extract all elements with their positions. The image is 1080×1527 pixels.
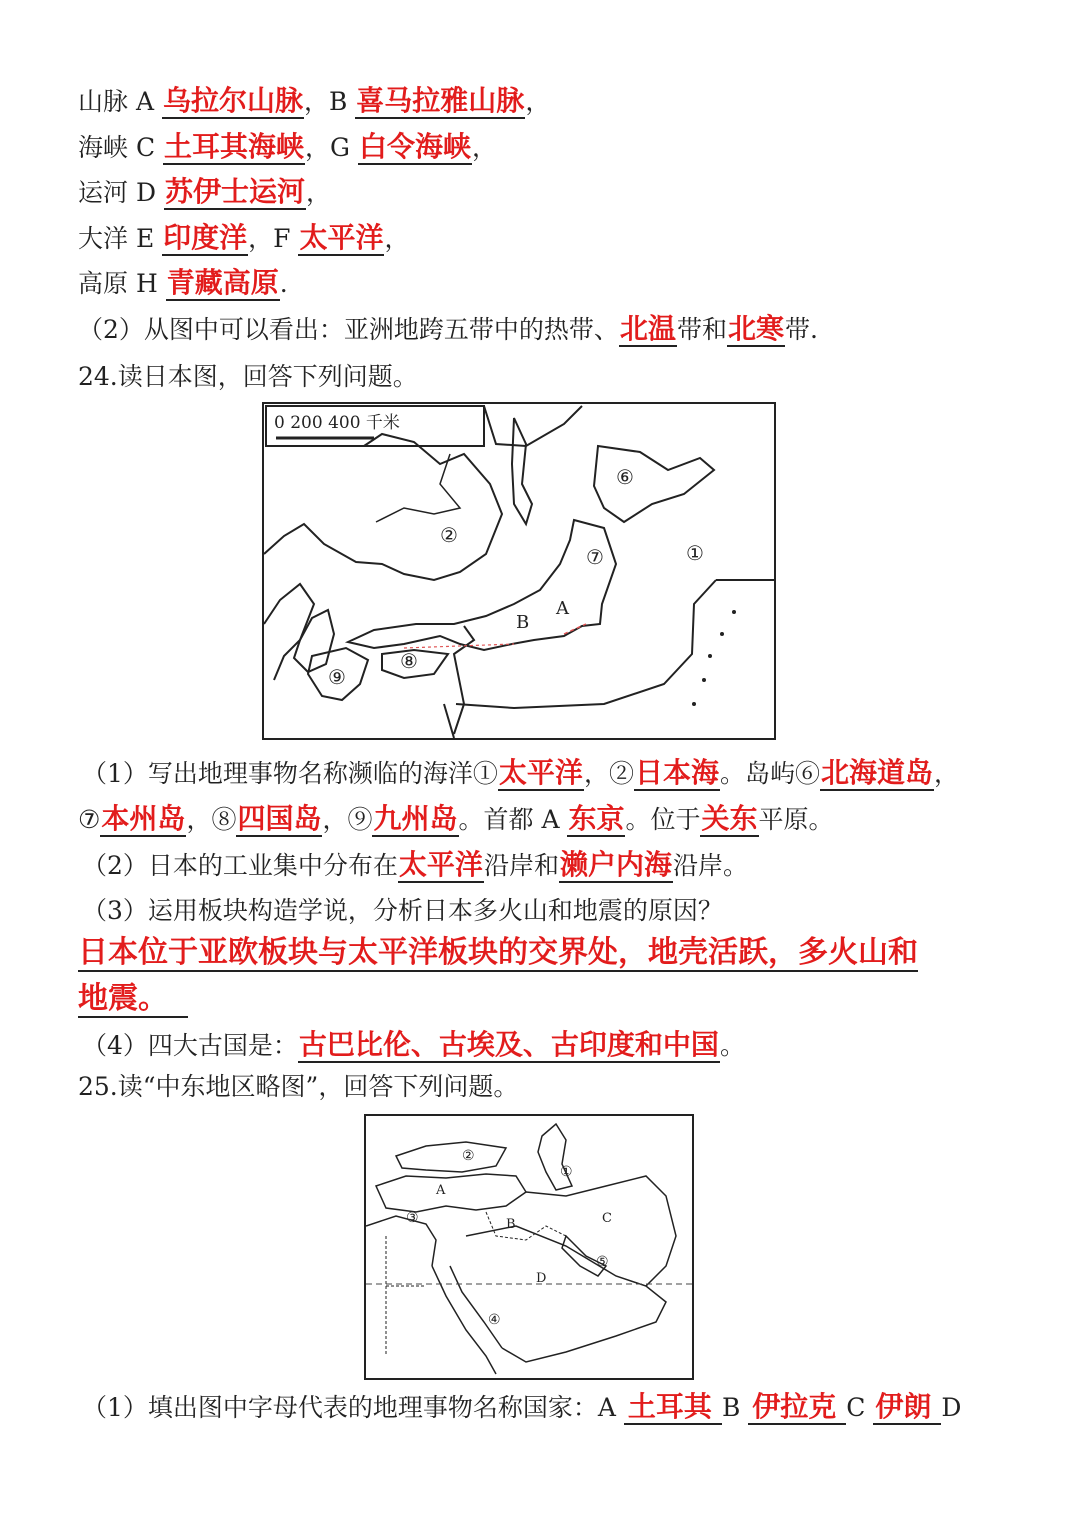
- me-label-3: ③: [406, 1210, 419, 1226]
- line-plateau: 高原 H 青藏高原.: [78, 266, 288, 299]
- me-label-4: ④: [488, 1312, 501, 1328]
- japan-map: [262, 402, 776, 740]
- me-label-1: ①: [560, 1164, 573, 1180]
- line-mountains: 山脉 A 乌拉尔山脉，B 喜马拉雅山脉，: [78, 84, 551, 117]
- scale-label: 0 200 400 千米: [274, 413, 400, 433]
- border-line: [376, 454, 460, 522]
- line-canal: 运河 D 苏伊士运河，: [78, 175, 331, 208]
- answer-bering-strait: 白令海峡: [358, 130, 471, 163]
- q24-p2: （2）日本的工业集中分布在太平洋沿岸和濑户内海沿岸。: [82, 848, 748, 881]
- answer-ocean-1: 太平洋: [498, 756, 583, 789]
- q24-p1: （1）写出地理事物名称濒临的海洋①太平洋，②日本海。岛屿⑥北海道岛，: [82, 756, 960, 789]
- answer-island-7: 本州岛: [101, 802, 186, 835]
- answer-tibet-plateau: 青藏高原: [166, 266, 279, 299]
- answer-indian-ocean: 印度洋: [163, 221, 248, 254]
- me-label-D: D: [536, 1271, 547, 1286]
- answer-ural: 乌拉尔山脉: [162, 84, 303, 117]
- q24-title: 24.读日本图，回答下列问题。: [78, 362, 418, 391]
- hokkaido-island: [594, 446, 714, 522]
- answer-north-frigid: 北寒: [727, 312, 784, 345]
- answer-turkish-strait: 土耳其海峡: [164, 130, 305, 163]
- honshu-island: [348, 520, 616, 650]
- q24-p1b: ⑦本州岛，⑧四国岛，⑨九州岛。首都 A 东京。位于关东平原。: [78, 802, 834, 835]
- label-7: ⑦: [586, 545, 604, 569]
- label-A: A: [556, 598, 569, 619]
- q25-p1: （1）填出图中字母代表的地理事物名称国家：A 土耳其 B 伊拉克 C 伊朗 D: [82, 1390, 962, 1423]
- answer-island-8: 四国岛: [237, 802, 322, 835]
- line-straits: 海峡 C 土耳其海峡，G 白令海峡，: [78, 130, 497, 163]
- label-8: ⑧: [400, 649, 418, 673]
- me-label-2: ②: [462, 1148, 475, 1164]
- answer-island-6: 北海道岛: [820, 756, 933, 789]
- middle-east-map-drawing: [366, 1116, 692, 1378]
- answer-country-B: 伊拉克: [748, 1390, 846, 1425]
- answer-pacific-ocean: 太平洋: [299, 221, 384, 254]
- answer-capital: 东京: [568, 802, 625, 835]
- label-6: ⑥: [616, 465, 634, 489]
- me-label-C: C: [602, 1211, 612, 1226]
- sakhalin-island: [512, 418, 532, 524]
- q24-p3-question: （3）运用板块构造学说，分析日本多火山和地震的原因？: [82, 896, 723, 925]
- korea-peninsula: [294, 610, 334, 672]
- q25-title: 25.读“中东地区略图”，回答下列问题。: [78, 1072, 519, 1101]
- japan-map-drawing: [264, 404, 774, 738]
- q24-p3-answer-2: 地震。: [78, 976, 188, 1022]
- line-climate-zones: （2）从图中可以看出：亚洲地跨五带中的热带、北温带和北寒带.: [78, 312, 818, 345]
- answer-industry-1: 太平洋: [398, 848, 483, 881]
- label-2: ②: [440, 523, 458, 547]
- label-9: ⑨: [328, 665, 346, 689]
- me-label-B: B: [506, 1217, 516, 1232]
- ocean-boundary: [454, 580, 716, 734]
- q24-p3-answer-1: 日本位于亚欧板块与太平洋板块的交界处，地壳活跃，多火山和: [78, 935, 918, 970]
- me-label-5: ⑤: [596, 1254, 609, 1270]
- answer-himalaya: 喜马拉雅山脉: [356, 84, 525, 117]
- answer-ocean-2: 日本海: [634, 756, 719, 789]
- answer-suez: 苏伊士运河: [164, 175, 305, 208]
- answer-country-C: 伊朗: [873, 1390, 941, 1425]
- q24-p4: （4）四大古国是：古巴比伦、古埃及、古印度和中国。: [82, 1028, 745, 1061]
- answer-ancient-civilizations: 古巴比伦、古埃及、古印度和中国: [298, 1028, 719, 1061]
- me-label-A: A: [436, 1183, 446, 1198]
- arabian-peninsula: [466, 1226, 666, 1362]
- caspian-sea: [538, 1124, 572, 1190]
- line-oceans: 大洋 E 印度洋，F 太平洋，: [78, 221, 410, 254]
- label-B: B: [516, 612, 530, 633]
- answer-country-A: 土耳其: [624, 1390, 722, 1425]
- middle-east-map: [364, 1114, 694, 1380]
- black-sea: [396, 1142, 506, 1172]
- label-1: ①: [686, 541, 704, 565]
- answer-plain: 关东: [701, 802, 758, 835]
- answer-north-temperate: 北温: [619, 312, 676, 345]
- turkey-outline: [376, 1174, 526, 1212]
- answer-island-9: 九州岛: [373, 802, 458, 835]
- answer-industry-2: 濑户内海: [559, 848, 672, 881]
